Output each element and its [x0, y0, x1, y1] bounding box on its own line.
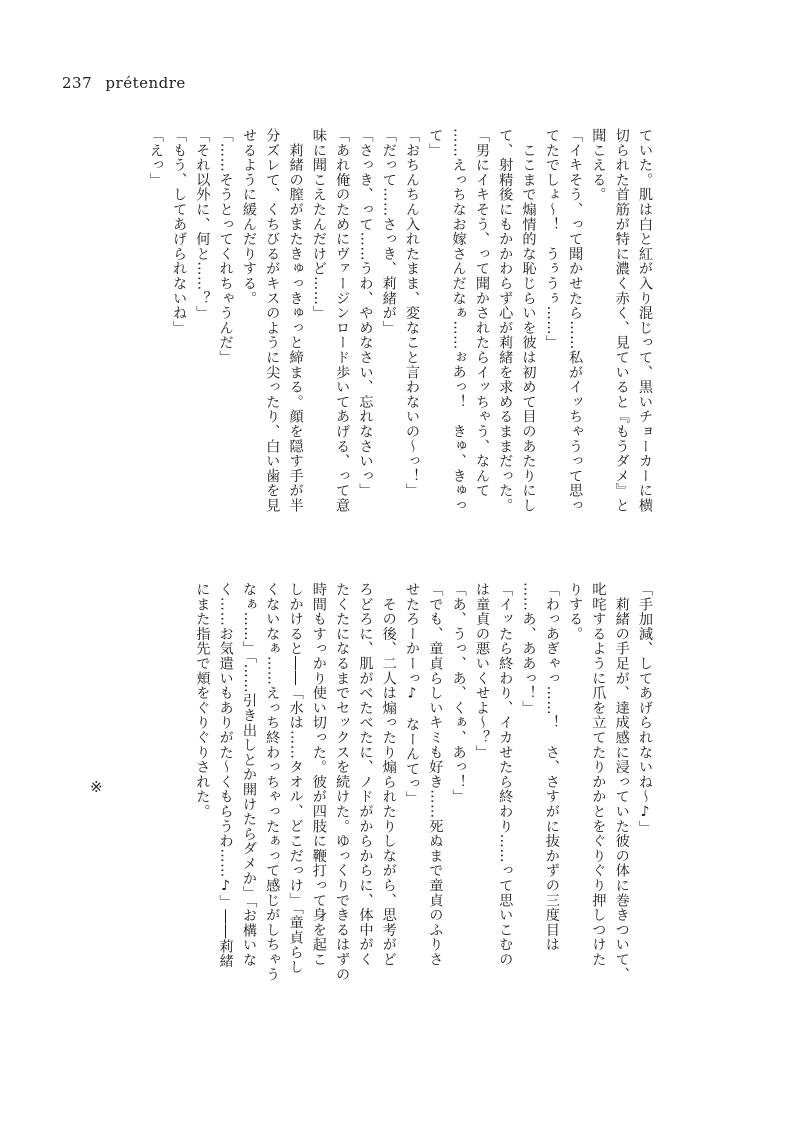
text-line: せたろーかーっ♪ なーんてっ」	[404, 582, 421, 806]
text-line: 「あ、うっ、あ、くぁ、あっ！」	[450, 582, 467, 804]
text-line: 切られた首筋が特に濃く赤く、見ていると『もうダメ』と	[613, 128, 630, 513]
text-line: 「イッたら終わり、イカせたら終わり……って思いこむの	[497, 582, 514, 967]
text-line: なぁ……」「……引き出しとか開けたらダメか」「お構いな	[240, 582, 257, 968]
text-line: ていた。肌は白と紅が入り混じって、黒いチョーカーに横	[637, 128, 653, 513]
text-line: 「男にイキそう、って聞かされたらイッちゃう、なんて	[473, 128, 490, 498]
text-line: せるように緩んだりする。	[240, 128, 257, 306]
text-line: 「わっあぎゃっ……！ さ、さすがに抜かずの三度目は	[543, 582, 560, 952]
text-block-bottom	[190, 582, 656, 1002]
text-line: 「……そうとってくれちゃうんだ」	[217, 128, 234, 365]
scene-break-mark: ※	[90, 778, 103, 796]
text-block-top	[143, 128, 656, 558]
text-line: 「もう、してあげられないね」	[171, 128, 188, 336]
text-line: たくたになるまでセックスを続けた。ゆっくりできるはずの	[334, 582, 351, 982]
text-line: 分ズレて、くちびるがキスのように尖ったり、白い歯を見	[264, 128, 281, 513]
text-line: 聞こえる。	[590, 128, 607, 202]
text-line: 「あれ俺のためにヴァージンロード歩いてあげる、って意	[334, 128, 351, 513]
text-line: 「だって……さっき、莉緒が」	[380, 128, 397, 336]
text-line: て、射精後にもかかわらず心が莉緒を求めるままだった。	[497, 128, 514, 513]
page-header	[62, 74, 186, 92]
text-line: 「えっ」	[147, 128, 164, 188]
text-line: 莉緒の膣がまたきゅっきゅっと締まる。顔を隠す手が半	[287, 128, 304, 513]
text-line: 味に聞こえたんだけど……」	[310, 128, 327, 321]
text-line: ろどろに、肌がべたべたに、ノドがからからに、体中がく	[357, 582, 374, 967]
text-line: ここまで煽情的な恥じらいを彼は初めて目のあたりにし	[520, 128, 537, 513]
text-line: 「それ以外に、何と……？」	[194, 128, 211, 321]
text-line: りする。	[567, 582, 584, 642]
text-line: 「手加減、してあげられないね～♪」	[637, 582, 653, 836]
text-line: その後、二人は煽ったり煽られたりしながら、思考がど	[380, 582, 397, 967]
text-line: ……あ、ああっ！」	[520, 582, 537, 716]
text-line: は童貞の悪いくせよ～？」	[473, 582, 490, 760]
text-line: く……お気遣いもありがた～くもらうわ……♪」――莉緒	[217, 582, 234, 969]
text-line: 「でも、童貞らしいキミも好き……死ぬまで童貞のふりさ	[427, 582, 444, 967]
text-line: 「おちんちん入れたまま、変なこと言わないの～っ！」	[404, 128, 421, 498]
running-title: prétendre	[105, 74, 186, 92]
text-line: 莉緒の手足が、達成感に浸っていた彼の体に巻きついて、	[613, 582, 630, 982]
page-number: 237	[62, 74, 93, 92]
text-line: 叱咤するように爪を立てたりかかとをぐりぐり押しつけた	[590, 582, 607, 967]
text-line: て」	[427, 128, 444, 158]
text-line: にまた指先で頬をぐりぐりされた。	[194, 582, 211, 819]
text-line: しかけると――「水は……タオル、どこだっけ」「童貞らし	[287, 582, 304, 975]
text-line: 「イキそう、って聞かせたら……私がイッちゃうって思っ	[567, 128, 584, 513]
text-line: くないなぁ……えっち終わっちゃったぁって感じがしちゃう	[264, 582, 281, 982]
text-line: てたでしょ～！ うぅうぅ……」	[543, 128, 560, 350]
text-line: ……えっちなお嫁さんだなぁ……ぉあっ！ きゅ、きゅっ	[450, 128, 467, 513]
text-line: 「さっき、って……うわ、やめなさい、忘れなさいっ」	[357, 128, 374, 498]
text-line: 時間もすっかり使い切った。彼が四肢に鞭打って身を起こ	[310, 582, 327, 967]
